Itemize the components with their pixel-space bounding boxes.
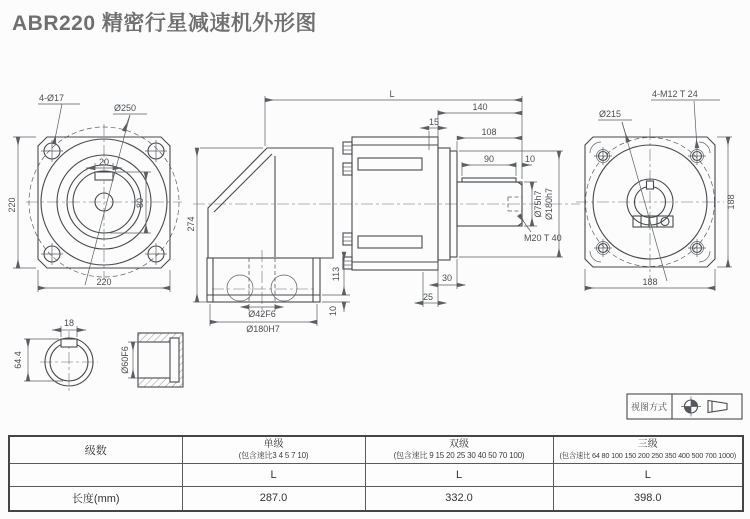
single-stage-label: 单级 <box>263 438 284 450</box>
detail-keyway <box>61 339 77 347</box>
triple-stage-label: 三级 <box>637 438 658 450</box>
front-keyway <box>95 172 113 180</box>
dim-90: 90 <box>483 154 495 164</box>
dim-front-height: 220 <box>7 197 17 213</box>
rear-keyway <box>647 181 654 189</box>
dim-front-width: 220 <box>96 277 112 287</box>
label-front-holes: 4-Ø17 <box>39 93 65 103</box>
length-label-cell: 长度(mm) <box>9 486 182 511</box>
side-view <box>186 89 580 334</box>
table-row-L <box>9 463 743 486</box>
dim-113: 113 <box>331 266 341 282</box>
view-method-box <box>627 394 742 419</box>
dim-spigot-dia: Ø180h7 <box>544 187 554 221</box>
dim-pilot-dia: Ø180H7 <box>246 324 280 334</box>
dim-rear-height: 188 <box>726 194 736 210</box>
length-cell-double: 332.0 <box>365 486 553 511</box>
dim-bore: Ø60F6 <box>120 346 130 374</box>
rear-view <box>576 89 736 291</box>
dim-274: 274 <box>186 216 196 232</box>
table-row-header <box>9 436 743 463</box>
body-bolts <box>343 142 352 269</box>
dim-25: 25 <box>422 292 434 302</box>
spec-table <box>8 435 744 512</box>
dim-30: 30 <box>441 273 453 283</box>
L-cell-double: L <box>365 463 553 486</box>
dim-15: 15 <box>428 117 440 127</box>
first-angle-symbol-icon <box>681 397 701 417</box>
projection-cone-icon <box>708 401 727 413</box>
label-front-bcd: Ø250 <box>114 103 137 113</box>
dim-10-base: 10 <box>328 305 338 317</box>
dim-depth: 64.4 <box>13 351 23 369</box>
single-stage-ratios: (包含速比3 4 5 7 10) <box>238 450 309 460</box>
L-cell-triple: L <box>553 463 743 486</box>
dim-shaft-dia: Ø75h7 <box>533 190 543 218</box>
double-stage-cell <box>365 436 553 463</box>
dim-rear-width: 188 <box>642 277 658 287</box>
shaft-detail-views <box>13 318 183 393</box>
empty-cell <box>9 463 182 486</box>
label-rear-bcd: Ø215 <box>599 109 622 119</box>
length-cell-single: 287.0 <box>182 486 365 511</box>
dim-front-bore: 80 <box>135 197 145 209</box>
view-method-label: 视图方式 <box>630 402 668 412</box>
label-rear-holes: 4-M12 T 24 <box>652 89 698 99</box>
double-stage-ratios: (包含速比 9 15 20 25 30 40 50 70 100) <box>393 450 525 460</box>
stage-header-cell: 级数 <box>9 436 182 463</box>
dim-key-width: 18 <box>63 318 75 328</box>
dim-10-key: 10 <box>524 154 536 164</box>
double-stage-label: 双级 <box>449 438 469 450</box>
dim-front-keyway: 20 <box>98 157 110 167</box>
length-cell-triple: 398.0 <box>553 486 743 511</box>
dim-input-bore: Ø42F6 <box>248 309 276 319</box>
dim-length-L: L <box>389 89 395 99</box>
dim-140: 140 <box>472 102 488 112</box>
page-title: ABR220 精密行星减速机外形图 <box>12 12 317 35</box>
triple-stage-ratios: (包含速比 64 80 100 150 200 250 350 400 500 700 1000) <box>559 450 736 460</box>
dim-108: 108 <box>481 127 497 137</box>
table-row-length <box>9 486 743 511</box>
L-cell-single: L <box>182 463 365 486</box>
bore-section <box>138 333 183 387</box>
triple-stage-cell <box>553 436 743 463</box>
shaft-key <box>462 178 516 182</box>
single-stage-cell <box>182 436 365 463</box>
front-view <box>7 93 182 292</box>
label-tap: M20 T 40 <box>524 233 562 243</box>
